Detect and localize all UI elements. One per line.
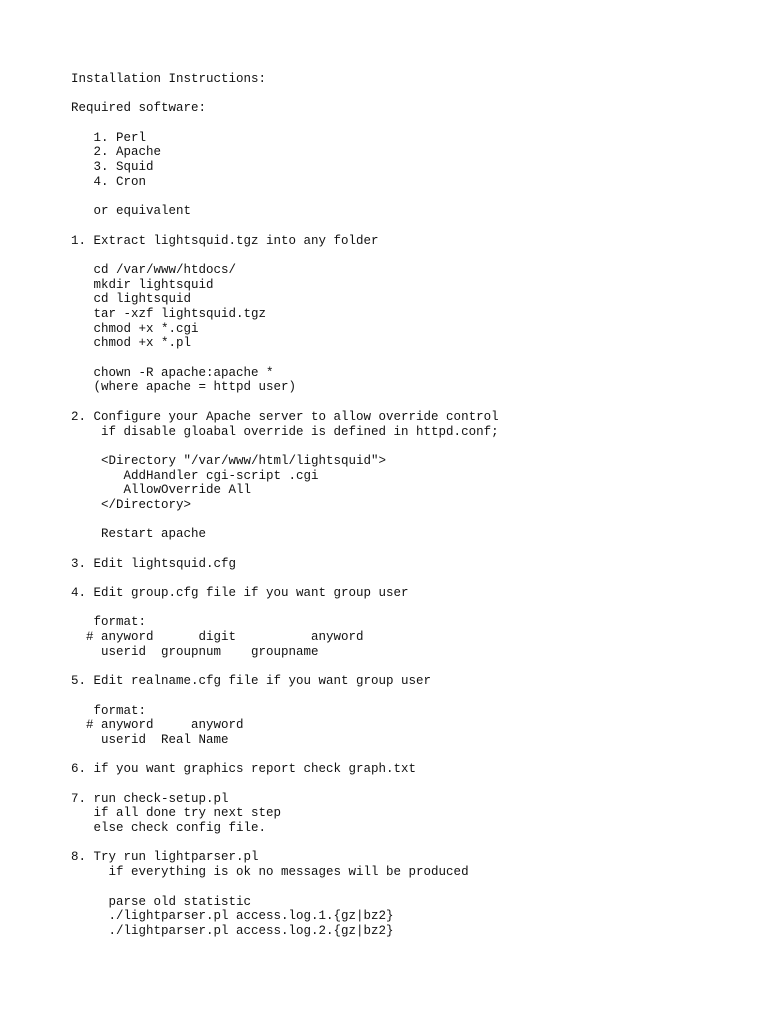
document-line: 1. Perl [71,130,147,145]
document-line: parse old statistic [71,894,252,909]
document-line: chmod +x *.pl [71,336,192,351]
document-line: Installation Instructions: [71,72,267,86]
document-line [71,660,499,675]
document-line: 5. Edit realname.cfg file if you want group user [71,674,432,689]
document-line: ./lightparser.pl access.log.2.{gz|bz2} [71,923,394,938]
document-line: format: [71,615,147,630]
document-line [71,116,499,131]
document-line [71,219,499,234]
document-line [71,880,499,895]
document-line: 4. Cron [71,174,147,189]
document-line [71,542,499,557]
document-line: chown -R apache:apache * [71,365,274,380]
document-line: tar -xzf lightsquid.tgz [71,307,267,321]
document-line: (where apache = httpd user) [71,380,297,395]
document-line: AddHandler cgi-script .cgi [71,468,319,483]
document-line [71,601,499,616]
document-line [71,87,499,102]
document-line [71,571,499,586]
document-line [71,395,499,410]
document-line: 7. run check-setup.pl [71,791,229,806]
document-line [71,748,499,763]
document-line: 1. Extract lightsquid.tgz into any folder [71,233,379,248]
document-line [71,190,499,205]
document-line [71,513,499,528]
document-line: if everything is ok no messages will be produced [71,865,469,880]
document-line: Restart apache [71,527,207,542]
document-line: or equivalent [71,204,192,219]
document-line: cd /var/www/htdocs/ [71,262,237,277]
document-line: </Directory> [71,497,192,512]
document-line: ./lightparser.pl access.log.1.{gz|bz2} [71,909,394,924]
document-line: 6. if you want graphics report check graph.txt [71,762,417,777]
document-line: # anyword anyword [71,718,244,733]
document-line: <Directory "/var/www/html/lightsquid"> [71,453,387,468]
document-line: Required software: [71,101,207,116]
document-line [71,777,499,792]
document-line [71,689,499,704]
document-line: chmod +x *.cgi [71,321,199,336]
document-line: 2. Configure your Apache server to allow override control [71,409,499,424]
document-line: # anyword digit anyword [71,630,364,645]
document-line [71,248,499,263]
document-line: cd lightsquid [71,292,192,307]
installation-document [71,72,499,939]
document-line: if disable gloabal override is defined in httpd.conf; [71,424,499,439]
document-line: userid Real Name [71,732,229,747]
document-line: 2. Apache [71,145,162,160]
document-line: 4. Edit group.cfg file if you want group user [71,586,409,601]
document-line: 8. Try run lightparser.pl [71,850,259,865]
document-line: format: [71,703,147,718]
document-line: 3. Squid [71,160,154,175]
document-line: else check config file. [71,821,267,836]
document-line: userid groupnum groupname [71,644,319,659]
document-line: 3. Edit lightsquid.cfg [71,556,237,571]
document-line [71,351,499,366]
document-line [71,836,499,851]
document-line: if all done try next step [71,806,282,821]
document-line: mkdir lightsquid [71,277,214,292]
document-line: AllowOverride All [71,483,252,498]
document-line [71,439,499,454]
